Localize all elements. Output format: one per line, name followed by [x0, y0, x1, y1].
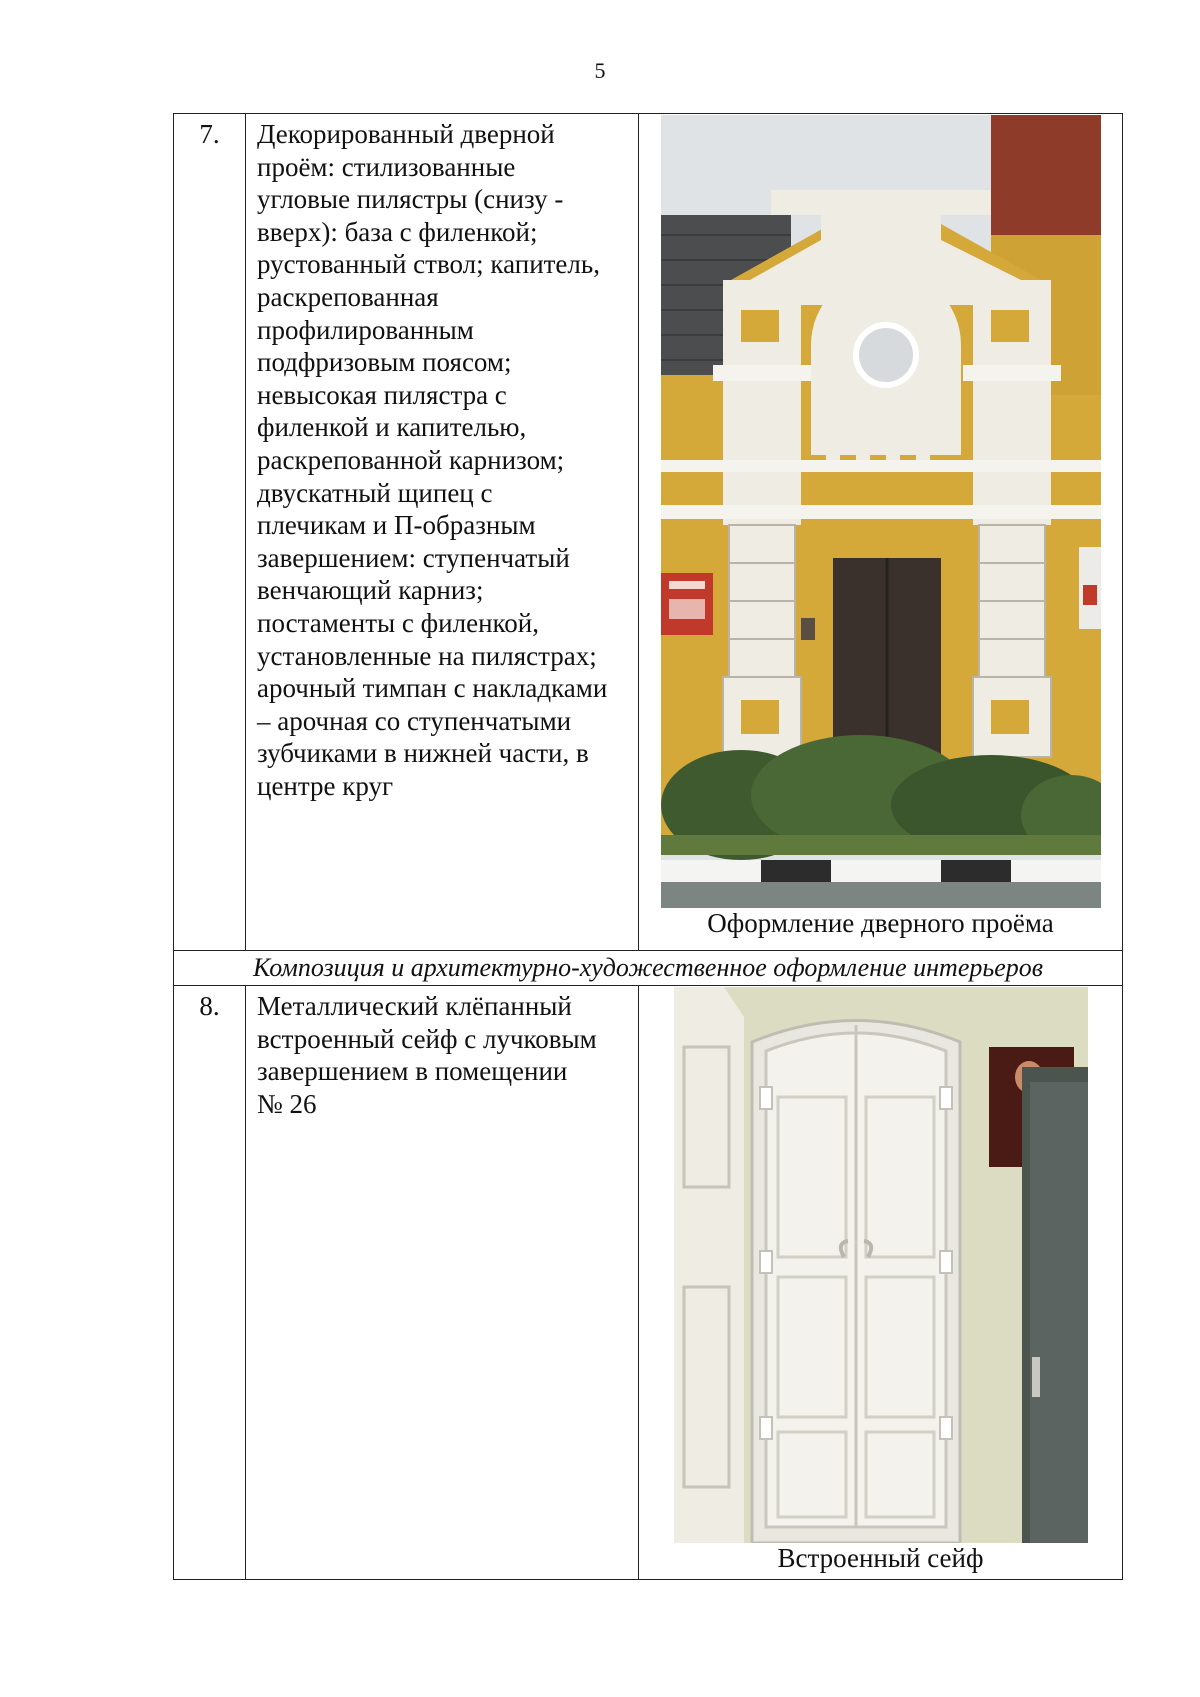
photo-cell [639, 114, 1123, 951]
row-description: Декорированный дверной проём: стилизованные угловые пилястры (снизу - вверх): база с филенкой; рустованный ствол; капитель, раскрепованная профилированным подфризовым поясом; невысокая пилястра с филенкой и капителью, раскрепованной карнизом; двускатный щипец с плечикам и П-образным завершением: ступенчатый венчающий карниз; постаменты с филенкой, установленные на пилястрах; арочный тимпан с накладками – арочная со ступенчатыми зубчиками в нижней части, в центре круг [246, 114, 639, 951]
photo-cell [639, 986, 1123, 1580]
table-row [174, 114, 1123, 951]
section-header-row [174, 951, 1123, 986]
monument-elements-table [173, 113, 1123, 1580]
doorway-photo [661, 115, 1101, 908]
table-row [174, 986, 1123, 1580]
section-title: Композиция и архитектурно-художественное оформление интерьеров [174, 951, 1123, 986]
row-number: 7. [174, 114, 246, 951]
photo-caption: Встроенный сейф [777, 1543, 984, 1573]
row-description: Металлический клёпанный встроенный сейф с лучковым завершением в помещении № 26 [246, 986, 639, 1580]
safe-photo [674, 987, 1088, 1543]
row-number: 8. [174, 986, 246, 1580]
page-number: 5 [594, 58, 606, 83]
photo-caption: Оформление дверного проёма [707, 908, 1054, 938]
